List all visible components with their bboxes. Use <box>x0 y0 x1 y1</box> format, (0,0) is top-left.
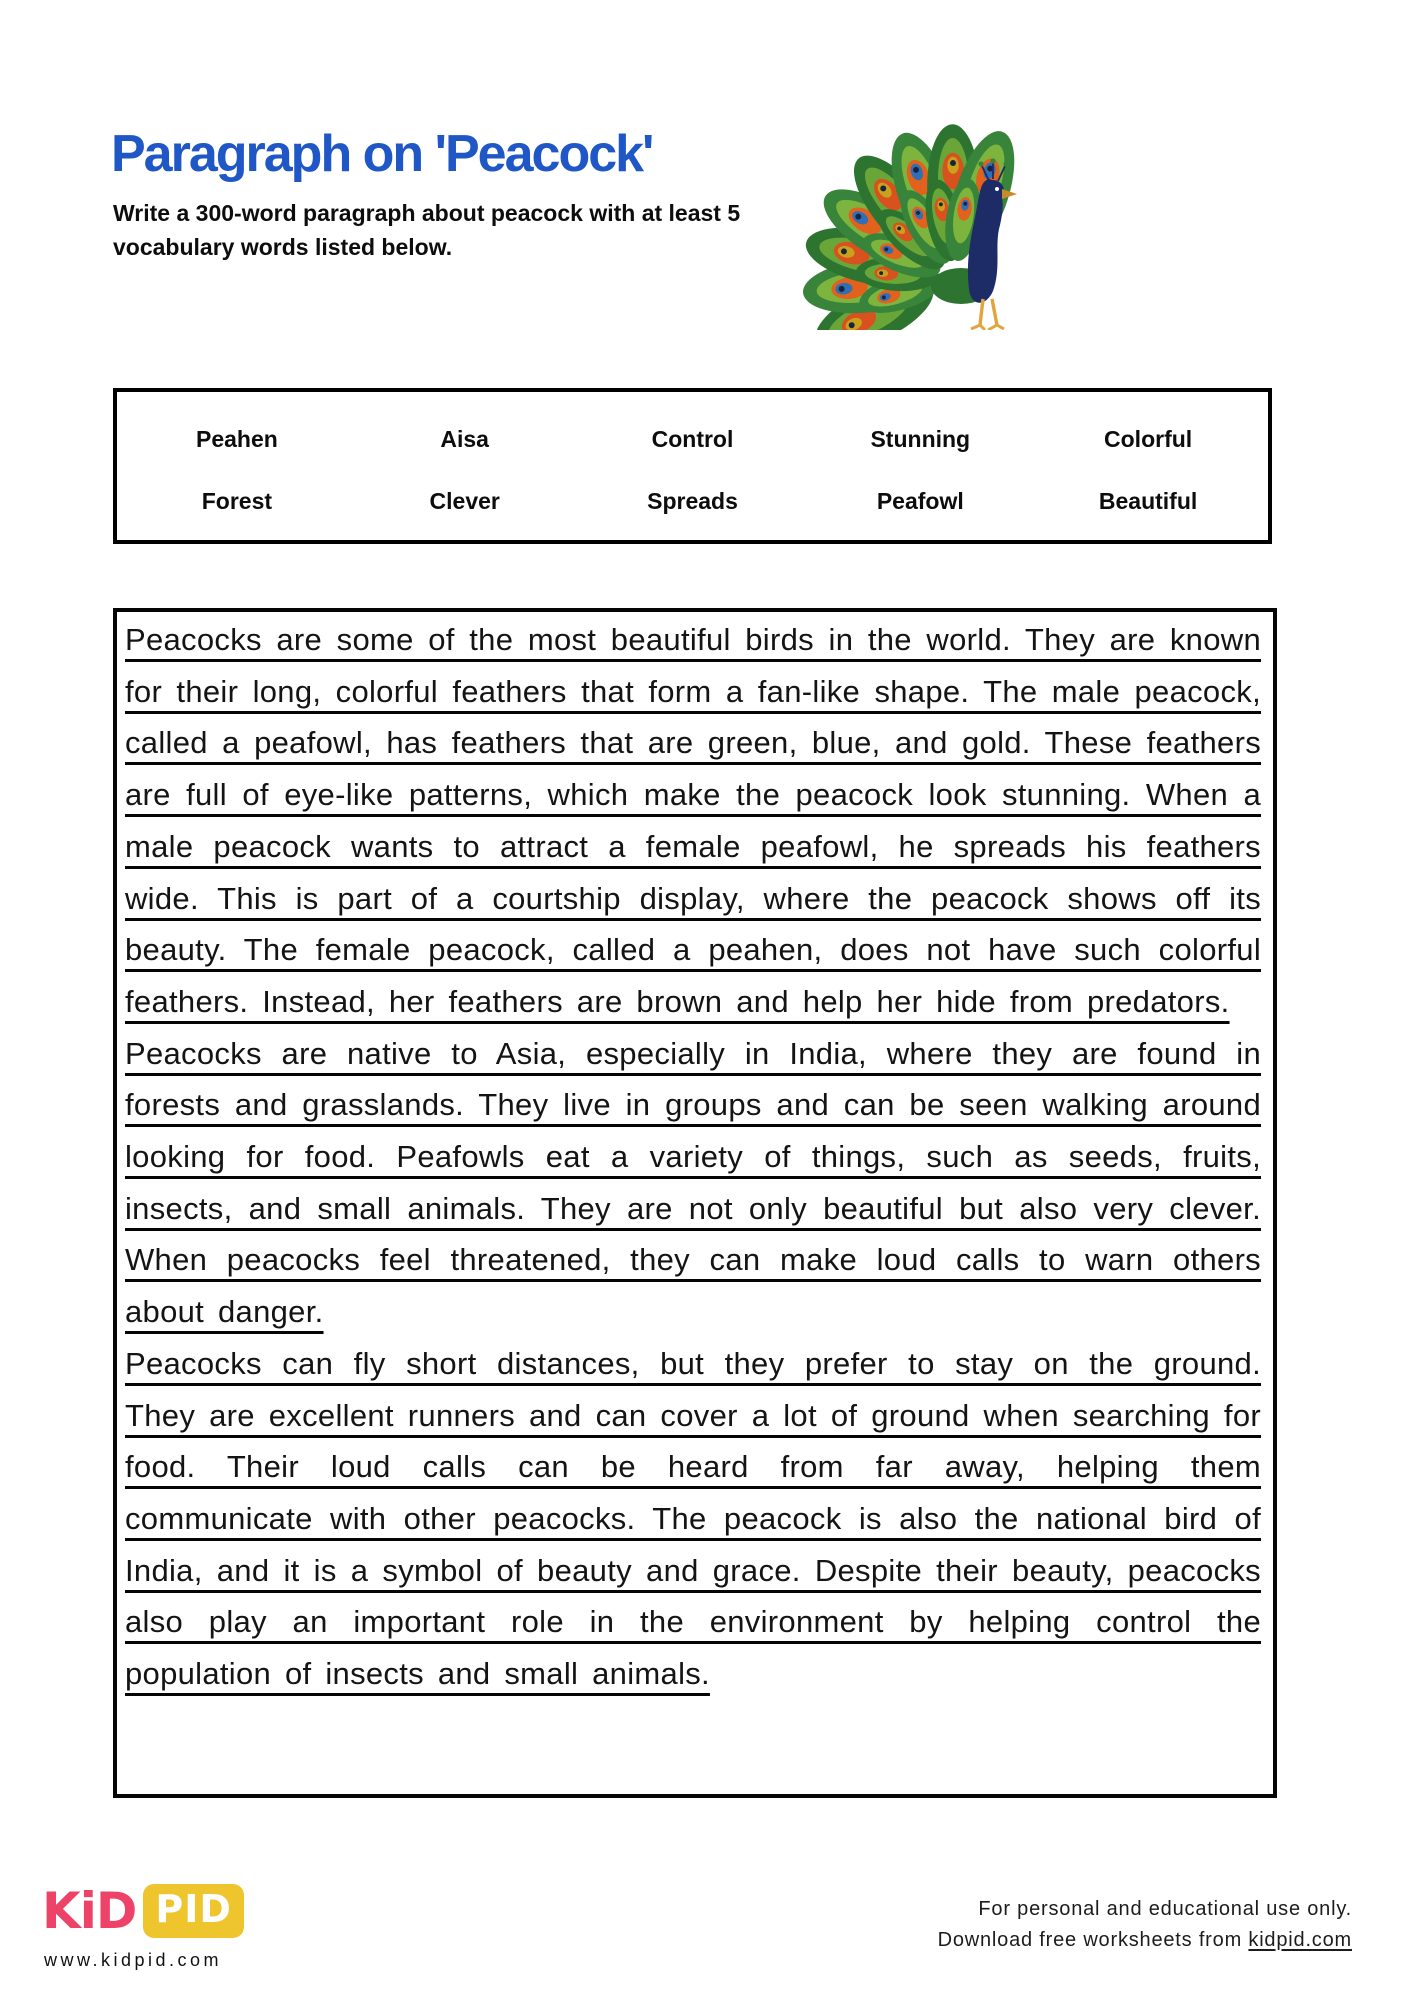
website-url: www.kidpid.com <box>44 1950 223 1970</box>
essay-paragraph-3: Peacocks can fly short distances, but they prefer to stay on the ground. They are excellent runners and can cover a lot of ground when searching for food. Their loud calls can be heard from far away, helping them communicate with other peacocks. The peacock is also the national bird of India, and it is a symbol of beauty and grace. Despite their beauty, peacocks also play an important role in the environment by helping control the population of insects and small animals. <box>125 1345 1261 1692</box>
logo-pid-badge: PID <box>143 1884 244 1938</box>
essay-paragraph-2: Peacocks are native to Asia, especially in India, where they are found in forests and grasslands. They live in groups and can be seen walking around looking for food. Peafowls eat a variety of things, such as seeds, fruits, insects, and small animals. They are not only beautiful but also very clever. When peacocks feel threatened, they can make loud calls to warn others about danger. <box>125 1035 1261 1330</box>
vocab-word-control: Control <box>651 425 734 452</box>
vocab-word-stunning: Stunning <box>870 425 971 452</box>
essay-box <box>113 608 1277 1798</box>
vocab-word-peahen: Peahen <box>195 425 278 452</box>
vocab-word-colorful: Colorful <box>1104 425 1193 452</box>
vocabulary-box <box>113 388 1272 544</box>
kidpid-link[interactable]: kidpid.com <box>1248 1929 1352 1951</box>
vocab-word-forest: Forest <box>201 487 273 514</box>
essay-paragraph-1: Peacocks are some of the most beautiful birds in the world. They are known for their long, colorful feathers that form a fan-like shape. The male peacock, called a peafowl, has feathers that are green, blue, and gold. These feathers are full of eye-like patterns, which make the peacock look stunning. When a male peacock wants to attract a female peafowl, he spreads his feathers wide. This is part of a courtship display, where the peacock shows off its beauty. The female peacock, called a peahen, does not have such colorful feathers. Instead, her feathers are brown and help her hide from predators. <box>125 622 1261 1019</box>
instructions-text: Write a 300-word paragraph about peacock with at least 5 vocabulary words listed below. <box>113 200 741 260</box>
vocab-word-peafowl: Peafowl <box>876 487 964 514</box>
vocab-word-aisa: Aisa <box>440 425 489 452</box>
kidpid-logo <box>42 1882 244 1940</box>
vocab-word-clever: Clever <box>429 487 500 514</box>
page-title: Paragraph on 'Peacock' <box>111 125 653 183</box>
logo-kid-text: KiD <box>42 1882 137 1940</box>
vocab-word-beautiful: Beautiful <box>1098 487 1198 514</box>
usage-note-line2-prefix: Download free worksheets from <box>937 1929 1249 1951</box>
usage-note <box>938 1894 1352 1956</box>
usage-note-line1: For personal and educational use only. <box>978 1898 1352 1920</box>
vocab-word-spreads: Spreads <box>647 487 738 514</box>
usage-note-line2 <box>938 1925 1352 1956</box>
peacock-illustration <box>793 78 1043 330</box>
